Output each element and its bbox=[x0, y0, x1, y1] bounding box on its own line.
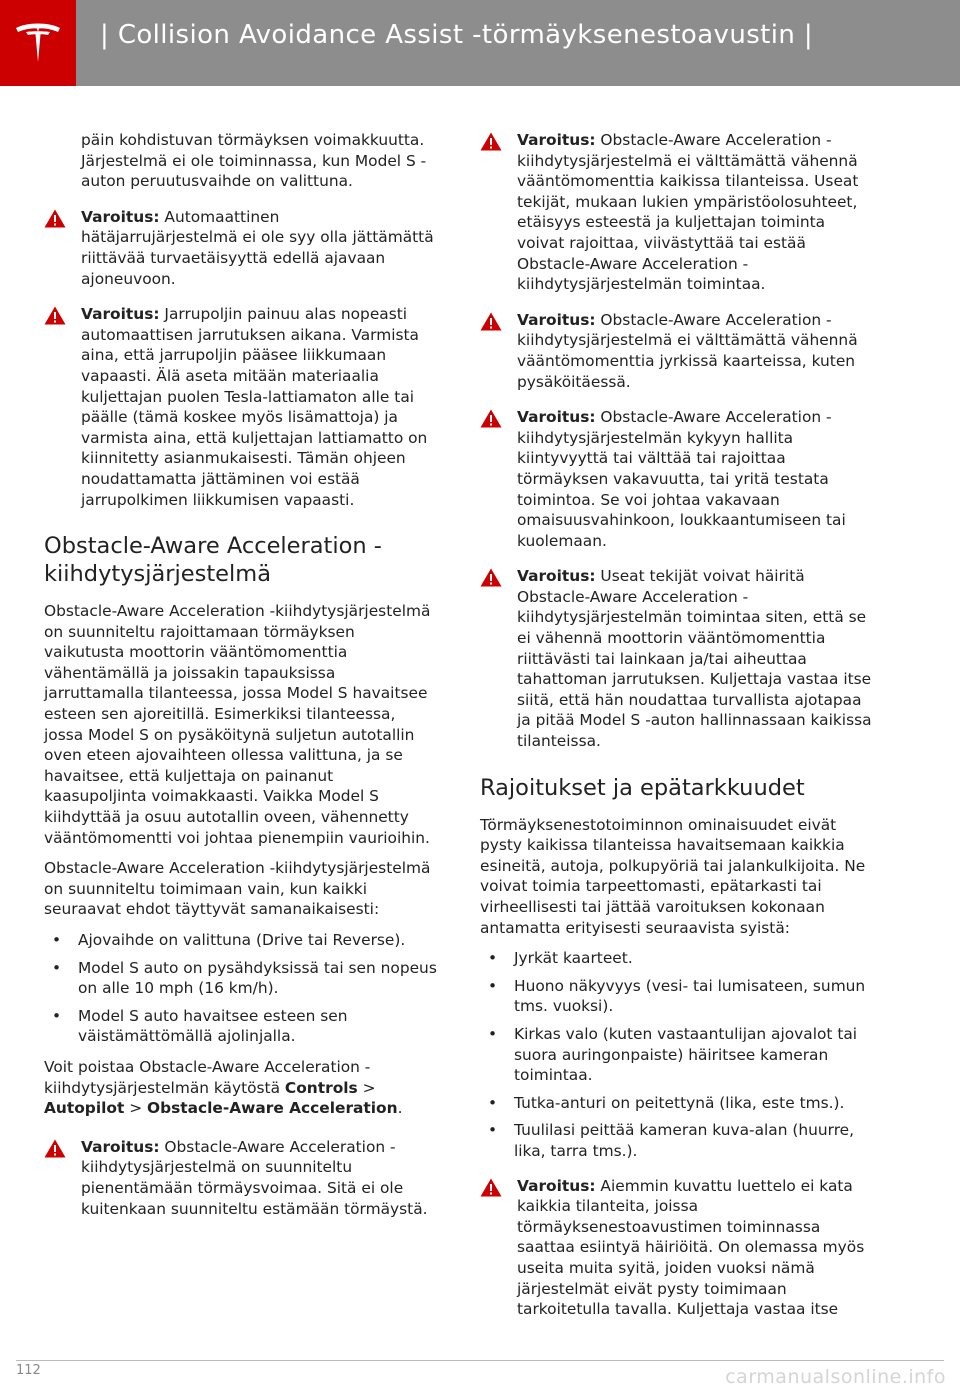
warning-triangle-icon bbox=[480, 312, 502, 331]
list-item-text: Tuulilasi peittää kameran kuva-alan (huurre, lika, tarra tms.). bbox=[514, 1121, 855, 1160]
warning-block bbox=[480, 130, 874, 295]
warning-block bbox=[480, 566, 874, 751]
warning-block bbox=[480, 1176, 874, 1320]
warning-label: Varoitus: bbox=[81, 207, 160, 226]
warning-label: Varoitus: bbox=[517, 567, 596, 586]
warning-text: Obstacle-Aware Acceleration -kiihdytysjärjestelmä on suunniteltu pienentämään törmäysvoimaa. Sitä ei ole kuitenkaan suunniteltu estämään törmäystä. bbox=[81, 1137, 428, 1218]
warning-text: Automaattinen hätäjarrujärjestelmä ei ole syy olla jättämättä riittävää turvaetäisyyttä edellä ajavaan ajoneuvoon. bbox=[81, 207, 434, 288]
menu-path-obstacle-aware: Obstacle-Aware Acceleration bbox=[147, 1099, 398, 1118]
list-item bbox=[44, 958, 438, 999]
warning-triangle-icon bbox=[44, 209, 66, 228]
bullet-dot: • bbox=[488, 1121, 498, 1140]
bullet-dot: • bbox=[488, 1093, 498, 1112]
warning-label: Varoitus: bbox=[517, 1176, 596, 1195]
warning-triangle-icon bbox=[44, 306, 66, 325]
page-number: 112 bbox=[16, 1363, 41, 1378]
bullet-dot: • bbox=[52, 958, 62, 977]
list-item bbox=[44, 930, 438, 951]
warning-text: Obstacle-Aware Acceleration -kiihdytysjärjestelmä ei välttämättä vähennä vääntömomenttia jyrkissä kaarteissa, kuten pysäköitäessä. bbox=[517, 310, 858, 391]
list-item bbox=[44, 1006, 438, 1047]
list-item bbox=[480, 1120, 874, 1161]
warning-block bbox=[44, 304, 438, 510]
bullet-dot: • bbox=[488, 949, 498, 968]
section-heading: Obstacle-Aware Acceleration -kiihdytysjärjestelmä bbox=[44, 533, 382, 588]
list-item-text: Model S auto on pysähdyksissä tai sen nopeus on alle 10 mph (16 km/h). bbox=[78, 958, 437, 998]
page-header bbox=[0, 0, 960, 86]
warning-text: Jarrupoljin painuu alas nopeasti automaattisen jarrutuksen aikana. Varmista aina, että jarrupoljin pääsee liikkumaan vapaasti. Älä aseta mitään materiaalia kuljettajan puolen Tesla-lattiamaton alle tai päälle (tämä koskee myös lisämattoja) ja varmista aina, että kuljettajan lattiamatto on kiinnitetty asianmukaisesti. Tämän ohjeen noudattamatta jättäminen voi estää jarrupolkimen liikkumisen vapaasti. bbox=[81, 305, 428, 509]
list-item bbox=[480, 1024, 874, 1086]
list-item-text: Huono näkyvyys (vesi- tai lumisateen, sumun tms. vuoksi). bbox=[514, 976, 866, 1016]
bullet-list bbox=[44, 930, 438, 1047]
warning-label: Varoitus: bbox=[517, 408, 596, 427]
list-item-text: Ajovaihde on valittuna (Drive tai Reverse). bbox=[78, 931, 406, 949]
menu-path-controls: Controls bbox=[284, 1078, 358, 1097]
list-item bbox=[480, 948, 874, 969]
warning-triangle-icon bbox=[480, 409, 502, 428]
list-item-text: Model S auto havaitsee esteen sen väistämättömällä ajolinjalla. bbox=[78, 1006, 348, 1046]
continued-text: päin kohdistuvan törmäyksen voimakkuutta. Järjestelmä ei ole toiminnassa, kun Model S -auton peruutusvaihde on valittuna. bbox=[81, 131, 427, 191]
bullet-dot: • bbox=[52, 931, 62, 949]
paragraph: Obstacle-Aware Acceleration -kiihdytysjärjestelmä on suunniteltu toimimaan vain, kun kaikki seuraavat ehdot täyttyvät samanaikaisesti: bbox=[44, 859, 431, 919]
warning-label: Varoitus: bbox=[81, 1137, 160, 1156]
warning-label: Varoitus: bbox=[517, 310, 596, 329]
bullet-dot: • bbox=[488, 976, 498, 995]
list-item-text: Kirkas valo (kuten vastaantulijan ajovalot tai suora auringonpaiste) häiritsee kameran toimintaa. bbox=[514, 1024, 858, 1085]
bullet-list bbox=[480, 948, 874, 1161]
warning-triangle-icon bbox=[480, 132, 502, 151]
warning-block bbox=[44, 1137, 438, 1219]
warning-text: Obstacle-Aware Acceleration -kiihdytysjärjestelmä ei välttämättä vähennä vääntömomenttia kaikissa tilanteissa. Useat tekijät, mukaan lukien ympäristöolosuhteet, etäisyys esteestä ja kuljettajan toiminta voivat rajoittaa, viivästyttää tai estää Obstacle-Aware Acceleration -kiihdytysjärjestelmän toimintaa. bbox=[517, 131, 859, 294]
paragraph: Obstacle-Aware Acceleration -kiihdytysjärjestelmä on suunniteltu rajoittamaan törmäyksen vaikutusta moottorin vääntömomenttia vähentämällä ja joissakin tapauksissa jarruttamalla tilanteessa, jossa Model S havaitsee esteen sen ajoreitillä. Esimerkiksi tilanteessa, jossa Model S on pysäköitynä suljetun autotallin oven eteen ajovaihteen ollessa valittuna, ja se havaitsee, että kuljettaja on painanut kaasupoljinta voimakkaasti. Vaikka Model S kiihdyttää ja osuu autotallin oveen, vähennetty vääntömomentti voi johtaa pienempiin vaurioihin. bbox=[44, 602, 431, 847]
warning-label: Varoitus: bbox=[517, 131, 596, 149]
footer-divider bbox=[16, 1360, 944, 1361]
tesla-logo-icon bbox=[12, 18, 64, 70]
list-item-text: Jyrkät kaarteet. bbox=[514, 949, 633, 968]
warning-text: Useat tekijät voivat häiritä Obstacle-Aware Acceleration -kiihdytysjärjestelmän toimintaa siten, että se ei vähennä moottorin vääntömomenttia riittävästi tai lainkaan ja/tai aiheuttaa tahattoman jarrutuksen. Kuljettaja vastaa itse siitä, että hän noudattaa turvallista ajotapaa ja pitää Model S -auton hallinnassaan kaikissa tilanteissa. bbox=[517, 567, 872, 751]
list-item bbox=[480, 976, 874, 1017]
page-title: | Collision Avoidance Assist -törmäyksenestoavustin | bbox=[100, 20, 814, 50]
paragraph bbox=[44, 1057, 438, 1119]
warning-block bbox=[480, 407, 874, 551]
warning-text: Obstacle-Aware Acceleration -kiihdytysjärjestelmän kykyyn hallita kiintyvyyttä tai välttää tai rajoittaa törmäyksen vakavuutta, tai yritä testata toimintoa. Se voi johtaa vakavaan omaisuusvahinkoon, loukkaantumiseen tai kuolemaan. bbox=[517, 408, 846, 550]
warning-text: Aiemmin kuvattu luettelo ei kata kaikkia tilanteita, joissa törmäyksenestoavustimen toiminnassa saattaa esiintyä häiriöitä. On olemassa myös useita muita syitä, joiden vuoksi nämä järjestelmät eivät pysty toimimaan tarkoitetulla tavalla. Kuljettaja vastaa itse bbox=[517, 1176, 865, 1319]
text-run: > bbox=[357, 1078, 376, 1097]
left-column bbox=[44, 130, 438, 1234]
warning-triangle-icon bbox=[480, 1178, 502, 1197]
text-run: . bbox=[397, 1099, 403, 1118]
menu-path-autopilot: Autopilot bbox=[44, 1099, 125, 1118]
bullet-dot: • bbox=[52, 1006, 62, 1025]
text-run: Voit poistaa Obstacle-Aware Acceleration -kiihdytysjärjestelmän käytöstä bbox=[44, 1057, 371, 1097]
paragraph: Törmäyksenestotoiminnon ominaisuudet eivät pysty kaikissa tilanteissa havaitsemaan kaikkia esineitä, autoja, polkupyöriä tai jalankulkijoita. Ne voivat toimia tarpeettomasti, epätarkasti tai virheellisesti tai jättää varoituksen kokonaan antamatta erityisesti seuraavista syistä: bbox=[480, 815, 866, 937]
bullet-dot: • bbox=[488, 1024, 498, 1043]
warning-triangle-icon bbox=[44, 1139, 66, 1158]
right-column bbox=[480, 130, 874, 1335]
warning-triangle-icon bbox=[480, 568, 502, 587]
tesla-logo bbox=[0, 0, 76, 86]
list-item bbox=[480, 1093, 874, 1114]
section-heading: Rajoitukset ja epätarkkuudet bbox=[480, 774, 805, 801]
watermark: carmanualsonline.info bbox=[725, 1366, 946, 1388]
warning-label: Varoitus: bbox=[81, 305, 160, 324]
list-item-text: Tutka-anturi on peitettynä (lika, este tms.). bbox=[514, 1093, 845, 1112]
text-run: > bbox=[124, 1099, 147, 1118]
warning-block bbox=[44, 207, 438, 289]
warning-block bbox=[480, 310, 874, 392]
